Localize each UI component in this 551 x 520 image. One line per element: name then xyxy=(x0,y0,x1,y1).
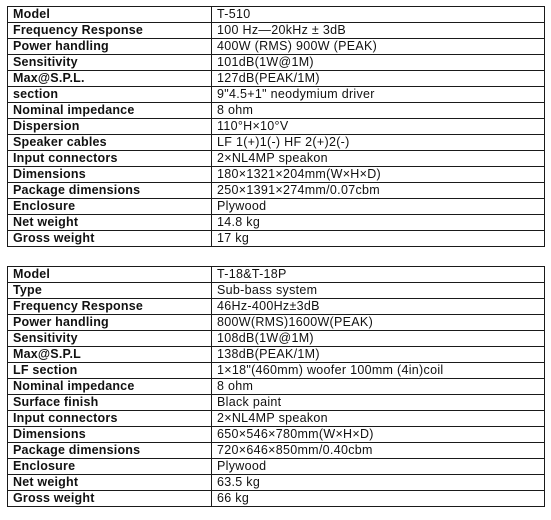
spec-value: T-510 xyxy=(212,7,545,23)
spec-value: 720×646×850mm/0.40cbm xyxy=(212,443,545,459)
spec-value: 14.8 kg xyxy=(212,215,545,231)
spec-value: 800W(RMS)1600W(PEAK) xyxy=(212,315,545,331)
table-row xyxy=(8,119,545,135)
table-row xyxy=(8,347,545,363)
spec-label: Max@S.P.L. xyxy=(8,71,212,87)
spec-value: 8 ohm xyxy=(212,379,545,395)
spec-value: 110°H×10°V xyxy=(212,119,545,135)
spec-value: 138dB(PEAK/1M) xyxy=(212,347,545,363)
table-row xyxy=(8,427,545,443)
spec-value: 108dB(1W@1M) xyxy=(212,331,545,347)
table-row xyxy=(8,363,545,379)
table-row xyxy=(8,267,545,283)
table-row xyxy=(8,443,545,459)
spec-label: Max@S.P.L xyxy=(8,347,212,363)
table-row xyxy=(8,7,545,23)
table-row xyxy=(8,183,545,199)
spec-table-t18 xyxy=(7,266,545,507)
table-row xyxy=(8,103,545,119)
table-row xyxy=(8,283,545,299)
spec-value: Plywood xyxy=(212,459,545,475)
spec-label: Input connectors xyxy=(8,151,212,167)
spec-value: 8 ohm xyxy=(212,103,545,119)
spec-value: 180×1321×204mm(W×H×D) xyxy=(212,167,545,183)
spec-table-body xyxy=(8,267,545,507)
spec-label: Power handling xyxy=(8,315,212,331)
spec-label: Enclosure xyxy=(8,199,212,215)
spec-label: Net weight xyxy=(8,475,212,491)
spec-value: 1×18"(460mm) woofer 100mm (4in)coil xyxy=(212,363,545,379)
spec-value: 2×NL4MP speakon xyxy=(212,151,545,167)
spec-label: Dispersion xyxy=(8,119,212,135)
spec-value: 66 kg xyxy=(212,491,545,507)
spec-value: 63.5 kg xyxy=(212,475,545,491)
spec-label: Speaker cables xyxy=(8,135,212,151)
spec-value: 400W (RMS) 900W (PEAK) xyxy=(212,39,545,55)
table-row xyxy=(8,299,545,315)
spec-value: 46Hz-400Hz±3dB xyxy=(212,299,545,315)
table-row xyxy=(8,411,545,427)
spec-label: Dimensions xyxy=(8,427,212,443)
table-row xyxy=(8,23,545,39)
spec-value: Plywood xyxy=(212,199,545,215)
spec-label: Net weight xyxy=(8,215,212,231)
spec-value: 2×NL4MP speakon xyxy=(212,411,545,427)
table-row xyxy=(8,379,545,395)
spec-value: 17 kg xyxy=(212,231,545,247)
spec-label: Input connectors xyxy=(8,411,212,427)
table-row xyxy=(8,87,545,103)
spec-label: Power handling xyxy=(8,39,212,55)
spec-label: Dimensions xyxy=(8,167,212,183)
spec-label: Surface finish xyxy=(8,395,212,411)
spec-label: Gross weight xyxy=(8,231,212,247)
spec-value: 650×546×780mm(W×H×D) xyxy=(212,427,545,443)
spec-label: Model xyxy=(8,267,212,283)
table-row xyxy=(8,39,545,55)
spec-label: Nominal impedance xyxy=(8,103,212,119)
spec-value: 100 Hz—20kHz ± 3dB xyxy=(212,23,545,39)
table-row xyxy=(8,55,545,71)
spec-label: Frequency Response xyxy=(8,23,212,39)
spec-label: LF section xyxy=(8,363,212,379)
spec-label: Sensitivity xyxy=(8,331,212,347)
spec-value: 101dB(1W@1M) xyxy=(212,55,545,71)
table-row xyxy=(8,395,545,411)
spec-value: LF 1(+)1(-) HF 2(+)2(-) xyxy=(212,135,545,151)
table-row xyxy=(8,315,545,331)
spec-value: Sub-bass system xyxy=(212,283,545,299)
table-row xyxy=(8,459,545,475)
table-row xyxy=(8,331,545,347)
spec-value: 9"4.5+1" neodymium driver xyxy=(212,87,545,103)
spec-label: section xyxy=(8,87,212,103)
table-row xyxy=(8,135,545,151)
spec-label: Package dimensions xyxy=(8,183,212,199)
table-row xyxy=(8,199,545,215)
spec-value: T-18&T-18P xyxy=(212,267,545,283)
spec-label: Package dimensions xyxy=(8,443,212,459)
spec-label: Nominal impedance xyxy=(8,379,212,395)
spec-label: Frequency Response xyxy=(8,299,212,315)
spec-table-t510 xyxy=(7,6,545,247)
spec-label: Sensitivity xyxy=(8,55,212,71)
spec-value: Black paint xyxy=(212,395,545,411)
spec-label: Gross weight xyxy=(8,491,212,507)
table-row xyxy=(8,215,545,231)
table-row xyxy=(8,167,545,183)
table-row xyxy=(8,231,545,247)
spec-label: Enclosure xyxy=(8,459,212,475)
table-row xyxy=(8,491,545,507)
spec-label: Type xyxy=(8,283,212,299)
spec-table-body xyxy=(8,7,545,247)
table-row xyxy=(8,151,545,167)
spec-value: 127dB(PEAK/1M) xyxy=(212,71,545,87)
table-row xyxy=(8,475,545,491)
spec-label: Model xyxy=(8,7,212,23)
spec-value: 250×1391×274mm/0.07cbm xyxy=(212,183,545,199)
table-row xyxy=(8,71,545,87)
